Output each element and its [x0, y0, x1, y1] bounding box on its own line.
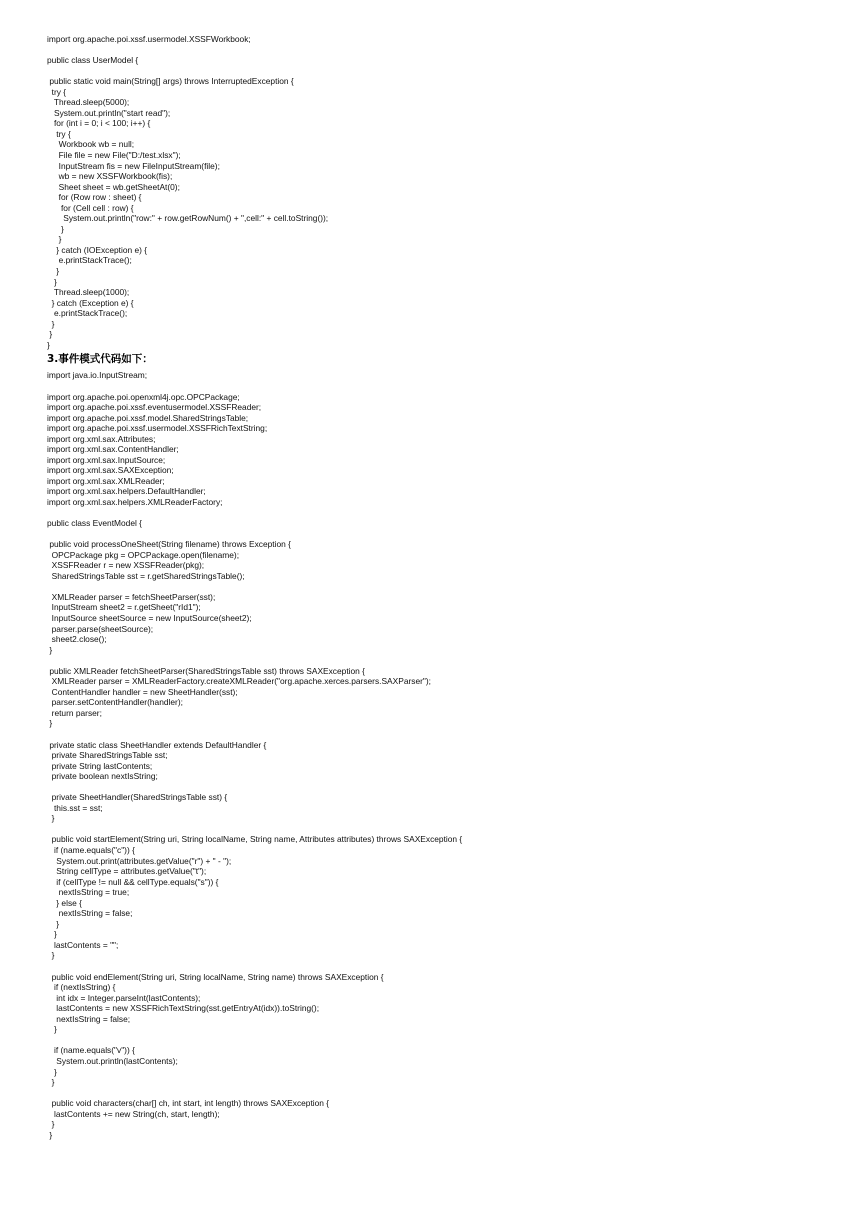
- code-line: public XMLReader fetchSheetParser(SharedStringsTable sst) throws SAXException {: [47, 665, 365, 676]
- code-line: import org.apache.poi.xssf.usermodel.XSSFWorkbook;: [47, 34, 251, 44]
- code-line: if (nextIsString) {: [47, 982, 116, 993]
- section-heading: 3.事件模式代码如下：: [47, 353, 153, 366]
- code-line: }: [47, 718, 53, 729]
- code-line: InputSource sheetSource = new InputSource(sheet2);: [47, 612, 252, 623]
- code-line: }: [47, 918, 60, 929]
- code-line: public void endElement(String uri, String localName, String name) throws SAXException {: [47, 971, 384, 982]
- code-line: }: [47, 813, 55, 824]
- code-line: try {: [47, 86, 67, 97]
- code-line: [47, 581, 827, 592]
- code-line: lastContents = new XSSFRichTextString(sst.getEntryAt(idx)).toString();: [47, 1003, 320, 1014]
- code-line: import org.xml.sax.ContentHandler;: [47, 444, 179, 455]
- code-line: return parser;: [47, 707, 102, 718]
- code-line: nextIsString = false;: [47, 908, 133, 919]
- code-line: import org.xml.sax.helpers.DefaultHandler;: [47, 486, 206, 497]
- code-line: this.sst = sst;: [47, 802, 103, 813]
- code-line: Workbook wb = null;: [47, 139, 135, 150]
- code-line: public static void main(String[] args) throws InterruptedException {: [47, 76, 294, 87]
- code-line: [47, 508, 827, 519]
- code-line: Sheet sheet = wb.getSheetAt(0);: [47, 181, 180, 192]
- code-line: import org.xml.sax.InputSource;: [47, 454, 166, 465]
- code-line: lastContents += new String(ch, start, length);: [47, 1108, 220, 1119]
- code-line: private SharedStringsTable sst;: [47, 750, 168, 761]
- code-line: for (int i = 0; i < 100; i++) {: [47, 118, 151, 129]
- code-line: import org.apache.poi.xssf.usermodel.XSSFRichTextString;: [47, 423, 268, 434]
- code-line: XSSFReader r = new XSSFReader(pkg);: [47, 560, 205, 571]
- code-line: }: [47, 1119, 55, 1130]
- code-line: for (Cell cell : row) {: [47, 202, 134, 213]
- code-line: import org.apache.poi.xssf.model.SharedStringsTable;: [47, 412, 249, 423]
- code-line: [47, 655, 827, 666]
- code-line: int idx = Integer.parseInt(lastContents);: [47, 992, 201, 1003]
- code-line: }: [47, 1024, 57, 1035]
- code-line: private String lastContents;: [47, 760, 153, 771]
- user-model-code-block: [47, 34, 827, 350]
- code-line: import org.xml.sax.helpers.XMLReaderFactory;: [47, 496, 223, 507]
- code-line: } else {: [47, 897, 82, 908]
- code-line: e.printStackTrace();: [47, 308, 128, 319]
- code-line: public class UserModel {: [47, 55, 139, 66]
- code-line: }: [47, 1077, 55, 1088]
- event-model-code-block: [47, 370, 827, 1140]
- code-line: }: [47, 1129, 53, 1140]
- code-line: import org.xml.sax.XMLReader;: [47, 475, 165, 486]
- code-line: [47, 529, 827, 540]
- code-line: if (name.equals("v")) {: [47, 1045, 135, 1056]
- code-line: }: [47, 266, 60, 277]
- code-line: InputStream fis = new FileInputStream(file);: [47, 160, 220, 171]
- code-line: } catch (Exception e) {: [47, 297, 134, 308]
- code-line: System.out.println("start read");: [47, 107, 171, 118]
- code-line: }: [47, 644, 53, 655]
- code-line: public void processOneSheet(String filename) throws Exception {: [47, 539, 291, 550]
- code-line: public void characters(char[] ch, int start, int length) throws SAXException {: [47, 1098, 330, 1109]
- code-line: [47, 782, 827, 793]
- code-line: } catch (IOException e) {: [47, 244, 148, 255]
- code-line: import org.xml.sax.Attributes;: [47, 433, 156, 444]
- code-line: if (name.equals("c")) {: [47, 845, 135, 856]
- code-line: [47, 729, 827, 740]
- code-line: }: [47, 276, 57, 287]
- code-line: private SheetHandler(SharedStringsTable sst) {: [47, 792, 228, 803]
- code-line: }: [47, 318, 55, 329]
- code-line: [47, 824, 827, 835]
- code-line: }: [47, 223, 64, 234]
- code-line: [47, 66, 827, 77]
- code-line: sheet2.close();: [47, 634, 107, 645]
- code-line: private static class SheetHandler extends DefaultHandler {: [47, 739, 267, 750]
- code-line: System.out.println(lastContents);: [47, 1055, 178, 1066]
- code-line: }: [47, 929, 57, 940]
- code-line: nextIsString = true;: [47, 887, 130, 898]
- code-line: import org.apache.poi.openxml4j.opc.OPCPackage;: [47, 391, 240, 402]
- code-line: }: [47, 1066, 57, 1077]
- code-line: File file = new File("D:/test.xlsx");: [47, 150, 181, 161]
- code-line: }: [47, 950, 55, 961]
- code-line: e.printStackTrace();: [47, 255, 132, 266]
- code-line: [47, 961, 827, 972]
- document-page: [47, 34, 827, 1140]
- code-line: XMLReader parser = XMLReaderFactory.createXMLReader("org.apache.xerces.parsers.SAXParser");: [47, 676, 431, 687]
- code-line: SharedStringsTable sst = r.getSharedStringsTable();: [47, 570, 245, 581]
- code-line: private boolean nextIsString;: [47, 771, 158, 782]
- code-line: ContentHandler handler = new SheetHandler(sst);: [47, 686, 238, 697]
- code-line: try {: [47, 128, 71, 139]
- code-line: [47, 45, 827, 56]
- code-line: Thread.sleep(5000);: [47, 97, 130, 108]
- code-line: public class EventModel {: [47, 518, 142, 529]
- code-line: String cellType = attributes.getValue("t");: [47, 866, 207, 877]
- code-line: wb = new XSSFWorkbook(fis);: [47, 171, 173, 182]
- code-line: OPCPackage pkg = OPCPackage.open(filename);: [47, 549, 240, 560]
- code-line: XMLReader parser = fetchSheetParser(sst);: [47, 591, 216, 602]
- code-line: import org.xml.sax.SAXException;: [47, 465, 174, 476]
- code-line: System.out.println("row:" + row.getRowNum() + ",cell:" + cell.toString());: [47, 213, 329, 224]
- code-line: parser.setContentHandler(handler);: [47, 697, 183, 708]
- code-line: [47, 1088, 827, 1099]
- code-line: [47, 381, 827, 392]
- code-line: Thread.sleep(1000);: [47, 287, 130, 298]
- code-line: }: [47, 329, 53, 340]
- code-line: public void startElement(String uri, String localName, String name, Attributes attributes) throws SAXException {: [47, 834, 463, 845]
- code-line: if (cellType != null && cellType.equals("s")) {: [47, 876, 219, 887]
- code-line: }: [47, 339, 50, 350]
- code-line: import java.io.InputStream;: [47, 370, 148, 381]
- code-line: InputStream sheet2 = r.getSheet("rId1");: [47, 602, 201, 613]
- code-line: System.out.print(attributes.getValue("r") + " - ");: [47, 855, 232, 866]
- code-line: nextIsString = false;: [47, 1013, 131, 1024]
- code-line: lastContents = "";: [47, 939, 119, 950]
- code-line: import org.apache.poi.xssf.eventusermodel.XSSFReader;: [47, 402, 262, 413]
- code-line: parser.parse(sheetSource);: [47, 623, 154, 634]
- code-line: }: [47, 234, 62, 245]
- code-line: for (Row row : sheet) {: [47, 192, 142, 203]
- code-line: [47, 1035, 827, 1046]
